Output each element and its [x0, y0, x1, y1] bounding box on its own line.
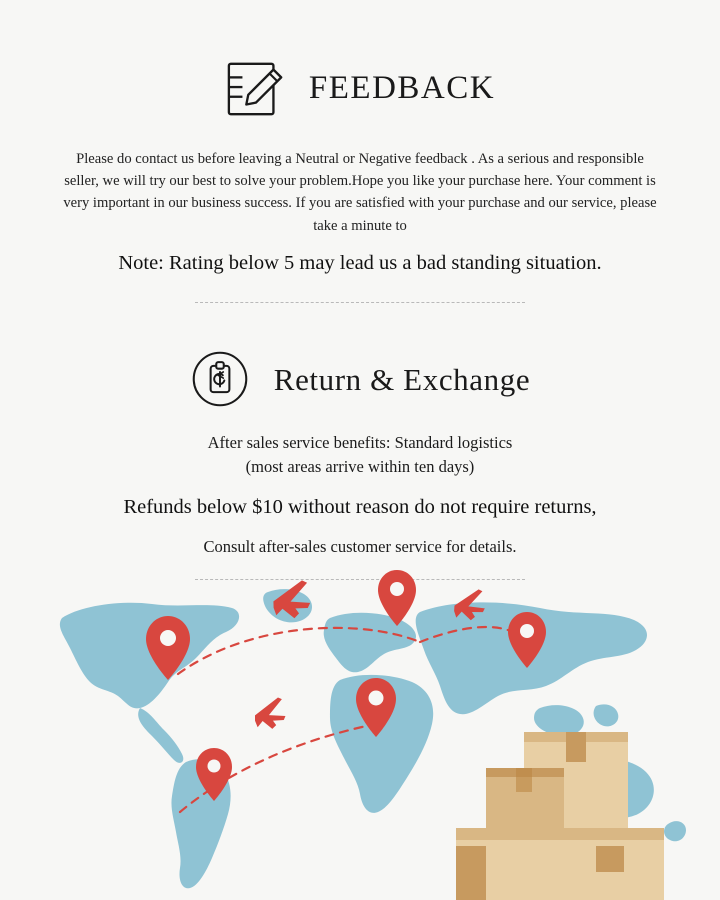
feedback-body — [0, 148, 720, 276]
section-divider-1 — [195, 302, 525, 303]
feedback-note-pencil-icon — [225, 58, 287, 120]
feedback-note: Note: Rating below 5 may lead us a bad standing situation. — [118, 251, 602, 274]
return-consult: Consult after-sales customer service for details. — [203, 536, 517, 556]
return-highlight: Refunds below $10 without reason do not require returns, — [123, 496, 597, 519]
return-clipboard-icon — [190, 349, 250, 409]
return-body — [0, 431, 720, 556]
return-section-header — [0, 349, 720, 409]
return-line-1: After sales service benefits: Standard logistics — [207, 433, 513, 453]
world-map-shipping-illustration — [0, 556, 720, 900]
feedback-paragraph: Please do contact us before leaving a Neutral or Negative feedback . As a serious and responsible seller, we will try our best to solve your problem.Hope you like your purchase here. Your comment is very important in our business success. If you are satisfied with your purchase and our service, please take a minute to — [63, 151, 657, 234]
feedback-title: FEEDBACK — [308, 69, 496, 106]
feedback-section-header — [0, 0, 720, 120]
return-title: Return & Exchange — [273, 361, 531, 397]
return-line-2: (most areas arrive within ten days) — [245, 456, 475, 476]
